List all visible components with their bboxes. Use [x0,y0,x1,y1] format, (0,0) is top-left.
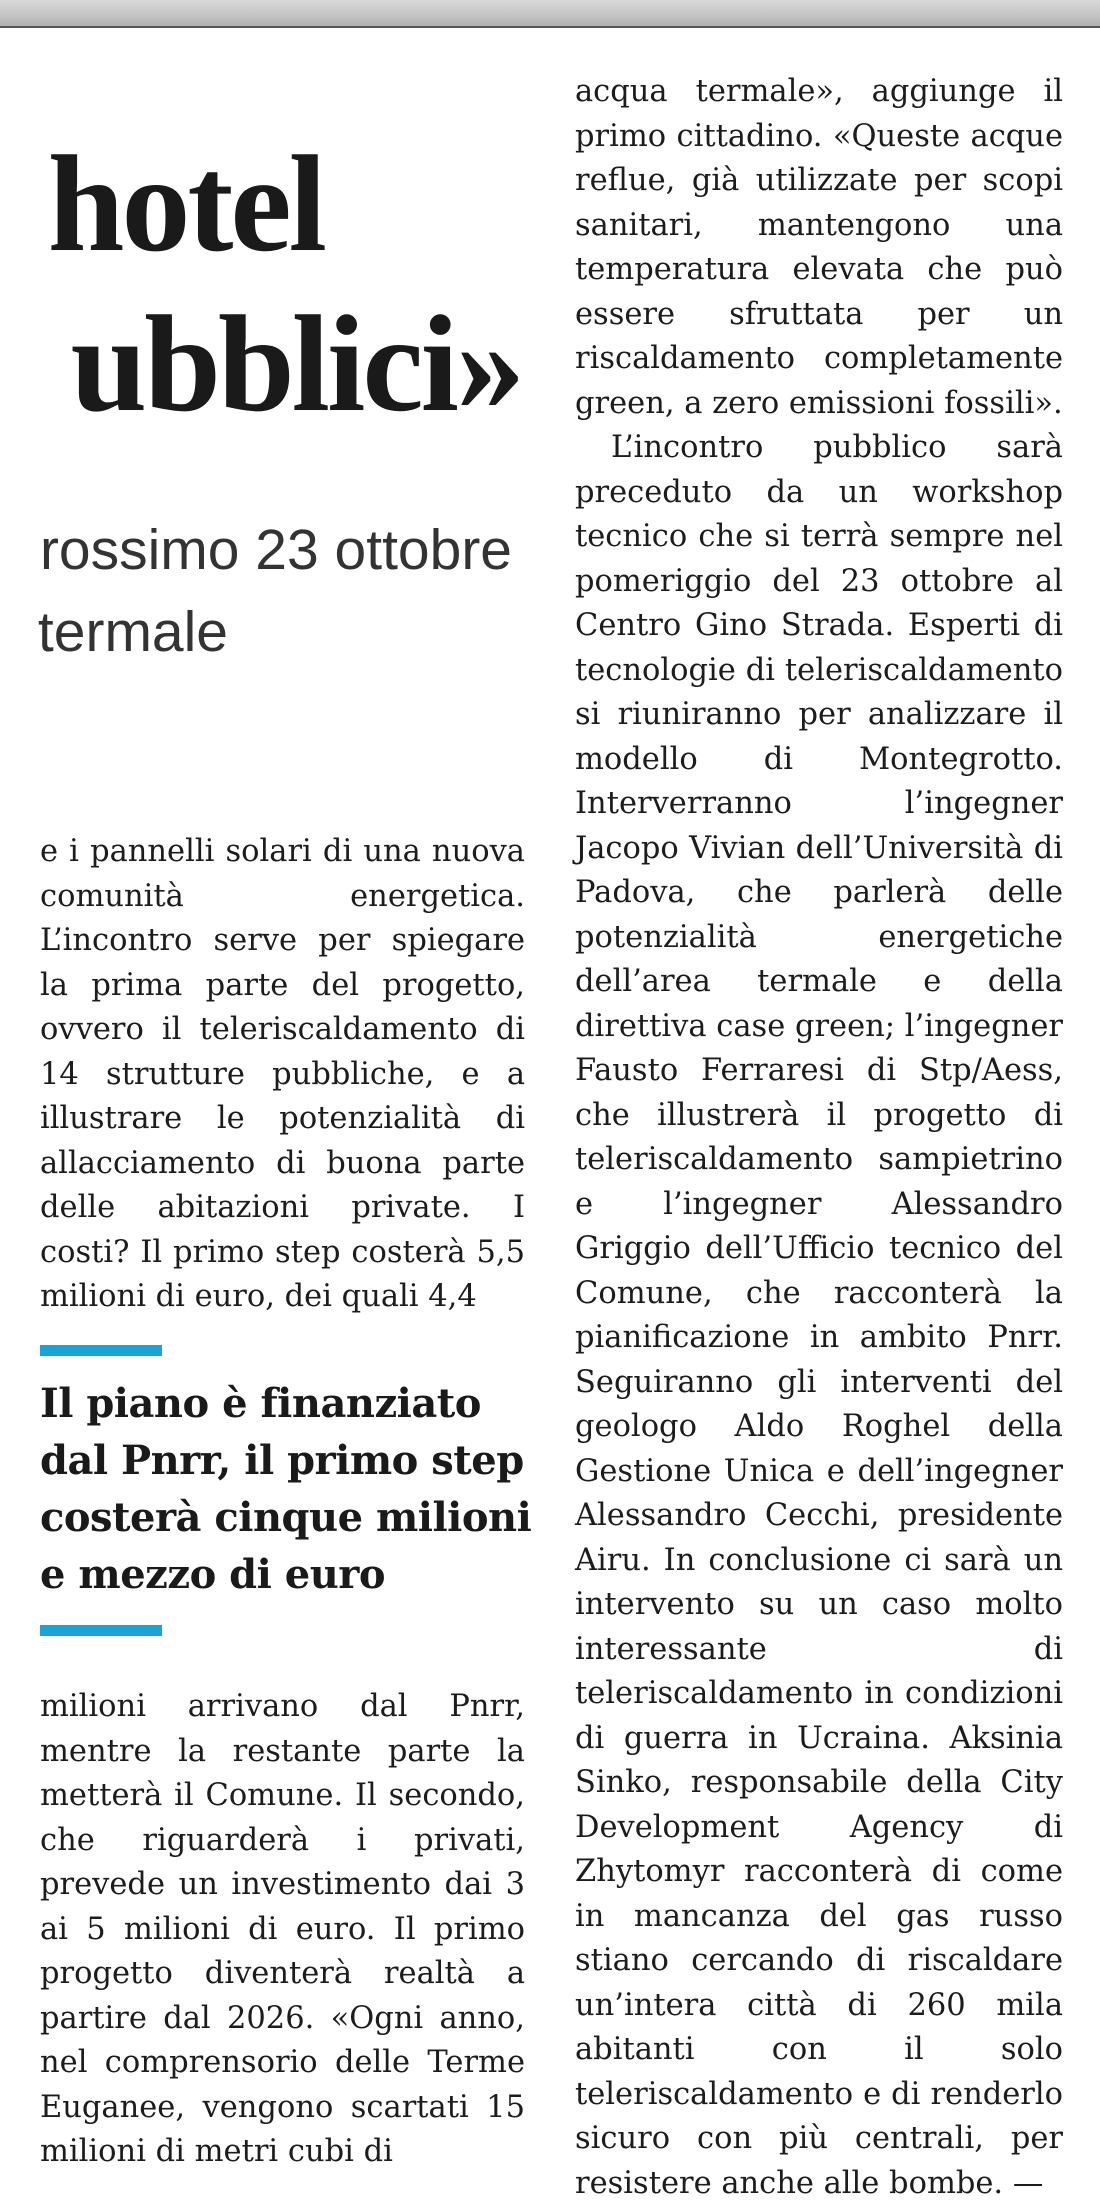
article-column-left-bottom [40,1685,525,2175]
paragraph-2: L’incontro pubblico sarà preceduto da un workshop tecnico che si terrà sempre nel pomeriggio del 23 ottobre al Centro Gino Strada. Esperti di tecnologie di teleriscaldamento si riuniranno per analizzare il modello di Montegrotto. Interverranno l’ingegner Jacopo Vivian dell’Università di Padova, che parlerà delle potenzialità energetiche dell’area termale e della direttiva case green; l’ingegner Fausto Ferraresi di Stp/Aess, che illustrerà il progetto di teleriscaldamento sampietrino e l’ingegner Alessandro Griggio dell’Ufficio tecnico del Comune, che racconterà la pianificazione in ambito Pnrr. Seguiranno gli interventi del geologo Aldo Roghel della Gestione Unica e dell’ingegner Alessandro Cecchi, presidente Airu. In conclusione ci sarà un intervento su un caso molto interessante di teleriscaldamento in condizioni di guerra in Ucraina. Aksinia Sinko, responsabile della City Development Agency di Zhytomyr racconterà di come in mancanza del gas russo stiano cercando di riscaldare un’intera città di 260 mila abitanti con il solo teleriscaldamento e di renderlo sicuro con più centrali, per resistere anche alle bombe. — [575,430,1063,2201]
page-top-edge [0,0,1100,28]
pullquote-line-3: costerà cinque milioni [40,1494,532,1541]
paragraph: e i pannelli solari di una nuova comunità energetica. L’incontro serve per spiegare la prima parte del progetto, ovvero il teleriscaldamento di 14 strutture pubbliche, e a illustrare le potenzialità di allacciamento di buona parte delle abitazioni private. I costi? Il primo step costerà 5,5 milioni di euro, dei quali 4,4 [40,834,525,1314]
article-column-left-top [40,830,525,1320]
subtitle [0,500,540,680]
pullquote-rule-top [40,1345,162,1356]
pullquote-line-1: Il piano è finanziato [40,1380,481,1427]
pullquote-rule-bottom [40,1625,162,1636]
headline [0,105,560,435]
paragraph-1: acqua termale», aggiunge il primo cittadino. «Queste acque reflue, già utilizzate per scopi sanitari, mantengono una temperatura elevata che può essere sfruttata per un riscaldamento completamente green, a zero emissioni fossili». [575,74,1063,421]
subtitle-line-2: termale [37,600,228,664]
pullquote-line-4: e mezzo di euro [40,1551,386,1598]
paragraph: milioni arrivano dal Pnrr, mentre la restante parte la metterà il Comune. Il secondo, che riguarderà i privati, prevede un investimento dai 3 ai 5 milioni di euro. Il primo progetto diventerà realtà a partire dal 2026. «Ogni anno, nel comprensorio delle Terme Euganee, vengono scartati 15 milioni di metri cubi di [40,1689,525,2169]
headline-line-1: hotel [47,127,324,280]
pullquote-line-2: dal Pnrr, il primo step [40,1437,524,1484]
article-column-right [575,70,1063,2206]
subtitle-line-1: rossimo 23 ottobre [39,518,512,582]
headline-line-2: ubblici» [70,287,522,435]
pullquote [40,1375,540,1603]
